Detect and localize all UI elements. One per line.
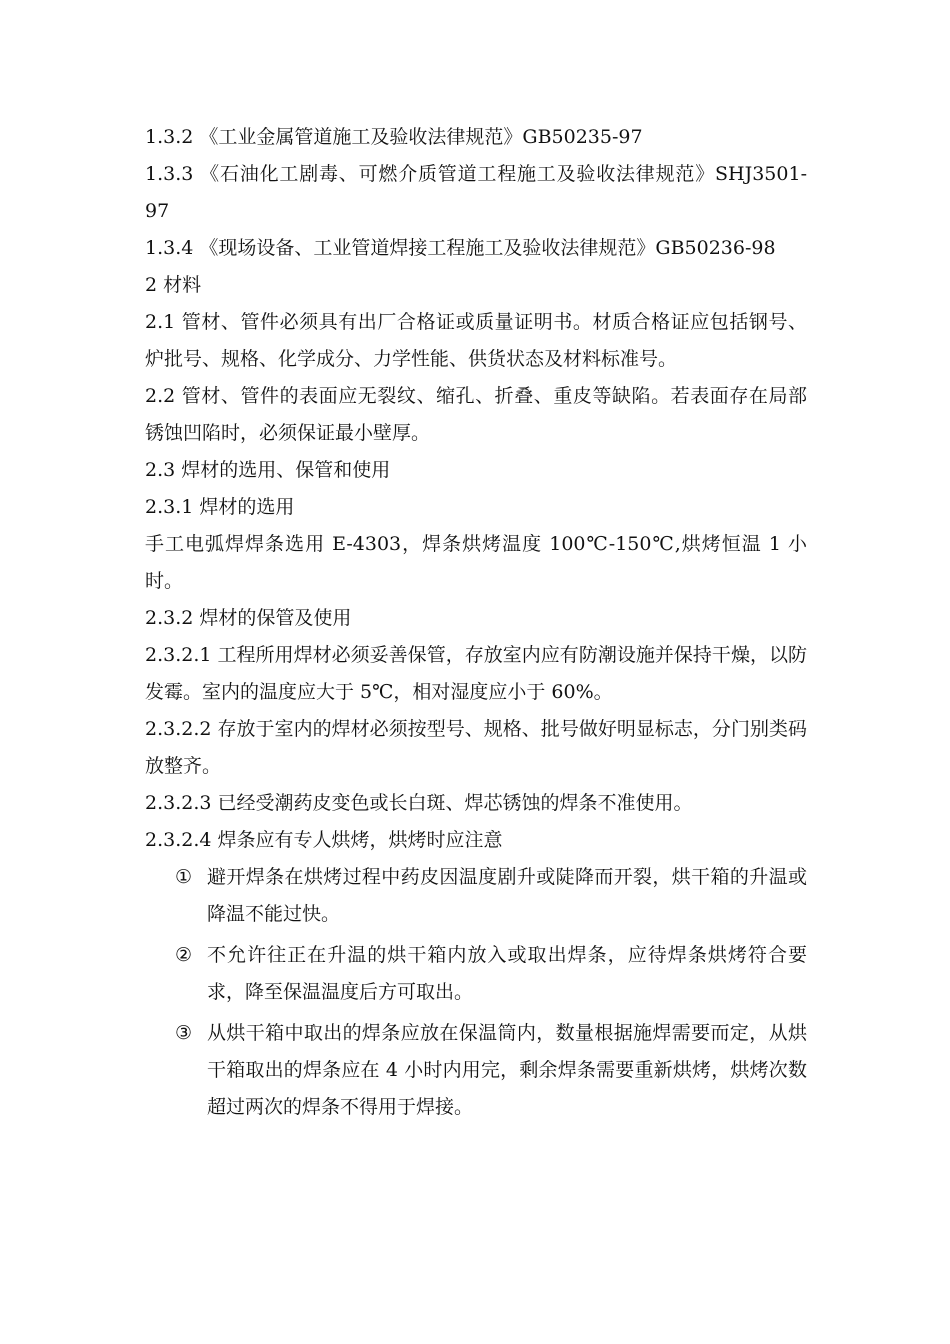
paragraph-2-3: 2.3 焊材的选用、保管和使用 — [145, 459, 391, 481]
paragraph-2-2: 2.2 管材、管件的表面应无裂纹、缩孔、折叠、重皮等缺陷。若表面存在局部锈蚀凹陷时，必须保证最小壁厚。 — [145, 385, 807, 444]
paragraph-2-1: 2.1 管材、管件必须具有出厂合格证或质量证明书。材质合格证应包括钢号、炉批号、规格、化学成分、力学性能、供货状态及材料标准号。 — [145, 311, 807, 370]
paragraph-1-3-2: 1.3.2 《工业金属管道施工及验收法律规范》GB50235-97 — [145, 126, 643, 148]
section-heading-materials: 2 材料 — [145, 274, 202, 296]
paragraph-2-3-2-1: 2.3.2.1 工程所用焊材必须妥善保管，存放室内应有防潮设施并保持干燥，以防发霉。室内的温度应大于 5℃，相对湿度应小于 60%。 — [145, 644, 807, 703]
list-marker: ③ — [175, 1022, 193, 1044]
list-item-text: 从烘干箱中取出的焊条应放在保温筒内，数量根据施焊需要而定，从烘干箱取出的焊条应在 4 小时内用完，剩余焊条需要重新烘烤，烘烤次数超过两次的焊条不得用于焊接。 — [207, 1022, 807, 1118]
paragraph-1-3-4: 1.3.4 《现场设备、工业管道焊接工程施工及验收法律规范》GB50236-98 — [145, 237, 776, 259]
paragraph-2-3-2: 2.3.2 焊材的保管及使用 — [145, 607, 352, 629]
list-marker: ② — [175, 944, 193, 966]
list-item — [145, 1015, 807, 1126]
paragraph-2-3-1: 2.3.1 焊材的选用 — [145, 496, 295, 518]
list-marker: ① — [175, 866, 193, 888]
document-body — [145, 119, 807, 1130]
paragraph-electrode-selection: 手工电弧焊焊条选用 E-4303，焊条烘烤温度 100℃-150℃,烘烤恒温 1 小时。 — [145, 533, 807, 592]
paragraph-2-3-2-3: 2.3.2.3 已经受潮药皮变色或长白斑、焊芯锈蚀的焊条不准使用。 — [145, 792, 693, 814]
list-item-text: 不允许往正在升温的烘干箱内放入或取出焊条，应待焊条烘烤符合要求，降至保温温度后方可取出。 — [207, 944, 807, 1003]
numbered-list — [145, 859, 807, 1126]
paragraph-2-3-2-4: 2.3.2.4 焊条应有专人烘烤，烘烤时应注意 — [145, 829, 503, 851]
paragraph-1-3-3: 1.3.3 《石油化工剧毒、可燃介质管道工程施工及验收法律规范》SHJ3501-97 — [145, 163, 807, 222]
list-item — [145, 859, 807, 933]
list-item-text: 避开焊条在烘烤过程中药皮因温度剧升或陡降而开裂，烘干箱的升温或降温不能过快。 — [207, 866, 807, 925]
paragraph-2-3-2-2: 2.3.2.2 存放于室内的焊材必须按型号、规格、批号做好明显标志，分门别类码放整齐。 — [145, 718, 807, 777]
list-item — [145, 937, 807, 1011]
